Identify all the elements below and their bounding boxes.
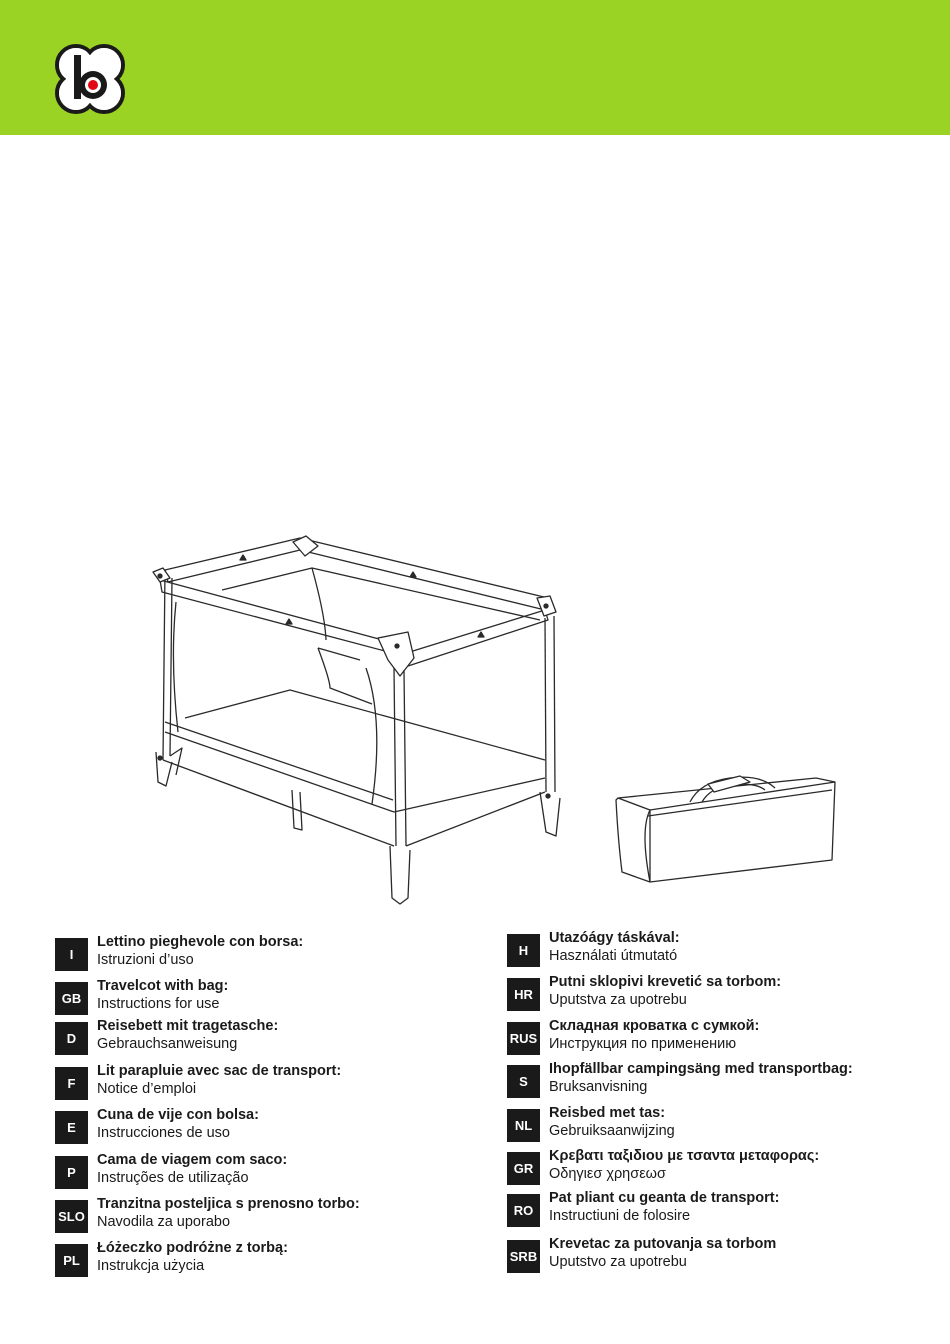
product-title: Reisebett mit tragetasche: <box>97 1018 279 1034</box>
product-title: Κρεβατι ταξιδιου με τσαντα μεταφορας: <box>549 1148 820 1164</box>
product-title: Utazóágy táskával: <box>549 930 680 946</box>
language-code-badge: RUS <box>507 1022 540 1055</box>
product-title: Cuna de vije con bolsa: <box>97 1107 259 1123</box>
manual-subtitle: Bruksanvisning <box>549 1079 648 1095</box>
language-code-badge: RO <box>507 1194 540 1227</box>
product-title: Reisbed met tas: <box>549 1105 666 1121</box>
manual-subtitle: Instructiuni de folosire <box>549 1208 691 1224</box>
language-code-badge: GB <box>55 982 88 1015</box>
manual-subtitle: Οδηγιεσ χρησεωσ <box>549 1166 666 1182</box>
product-title: Cama de viagem com saco: <box>97 1152 288 1168</box>
language-code-badge: F <box>55 1067 88 1100</box>
product-title: Travelcot with bag: <box>97 978 229 994</box>
manual-subtitle: Notice d’emploi <box>97 1081 197 1097</box>
travel-cot-drawing <box>153 536 560 904</box>
product-illustration <box>0 520 950 920</box>
language-code-badge: GR <box>507 1152 540 1185</box>
brand-logo <box>52 41 128 117</box>
language-code-badge: HR <box>507 978 540 1011</box>
product-title: Krevetac za putovanja sa torbom <box>549 1236 777 1252</box>
product-title: Pat pliant cu geanta de transport: <box>549 1190 780 1206</box>
product-title: Putni sklopivi krevetić sa torbom: <box>549 974 782 990</box>
language-code-badge: E <box>55 1111 88 1144</box>
manual-subtitle: Uputstva za upotrebu <box>549 992 687 1008</box>
language-code-badge: P <box>55 1156 88 1189</box>
manual-subtitle: Istruzioni d’uso <box>97 952 194 968</box>
manual-subtitle: Instrukcja użycia <box>97 1258 205 1274</box>
manual-subtitle: Instrucciones de uso <box>97 1125 230 1141</box>
product-title: Lit parapluie avec sac de transport: <box>97 1063 342 1079</box>
language-code-badge: D <box>55 1022 88 1055</box>
language-code-badge: SLO <box>55 1200 88 1233</box>
language-code-badge: PL <box>55 1244 88 1277</box>
manual-subtitle: Navodila za uporabo <box>97 1214 231 1230</box>
product-title: Tranzitna posteljica s prenosno torbo: <box>97 1196 360 1212</box>
language-code-badge: S <box>507 1065 540 1098</box>
product-title: Łóżeczko podróżne z torbą: <box>97 1240 288 1256</box>
manual-subtitle: Használati útmutató <box>549 948 678 964</box>
carry-bag-drawing <box>616 776 835 882</box>
manual-subtitle: Инструкция по применению <box>549 1036 737 1052</box>
language-code-badge: I <box>55 938 88 971</box>
language-code-badge: NL <box>507 1109 540 1142</box>
manual-subtitle: Gebruiksaanwijzing <box>549 1123 675 1139</box>
manual-subtitle: Instruções de utilização <box>97 1170 249 1186</box>
product-title: Ihopfällbar campingsäng med transportbag: <box>549 1061 853 1077</box>
product-title: Складная кроватка с сумкой: <box>549 1018 760 1034</box>
language-code-badge: SRB <box>507 1240 540 1273</box>
product-title: Lettino pieghevole con borsa: <box>97 934 304 950</box>
manual-subtitle: Gebrauchsanweisung <box>97 1036 238 1052</box>
brand-header-band <box>0 0 950 135</box>
manual-subtitle: Uputstvo za upotrebu <box>549 1254 687 1270</box>
manual-subtitle: Instructions for use <box>97 996 220 1012</box>
language-code-badge: H <box>507 934 540 967</box>
